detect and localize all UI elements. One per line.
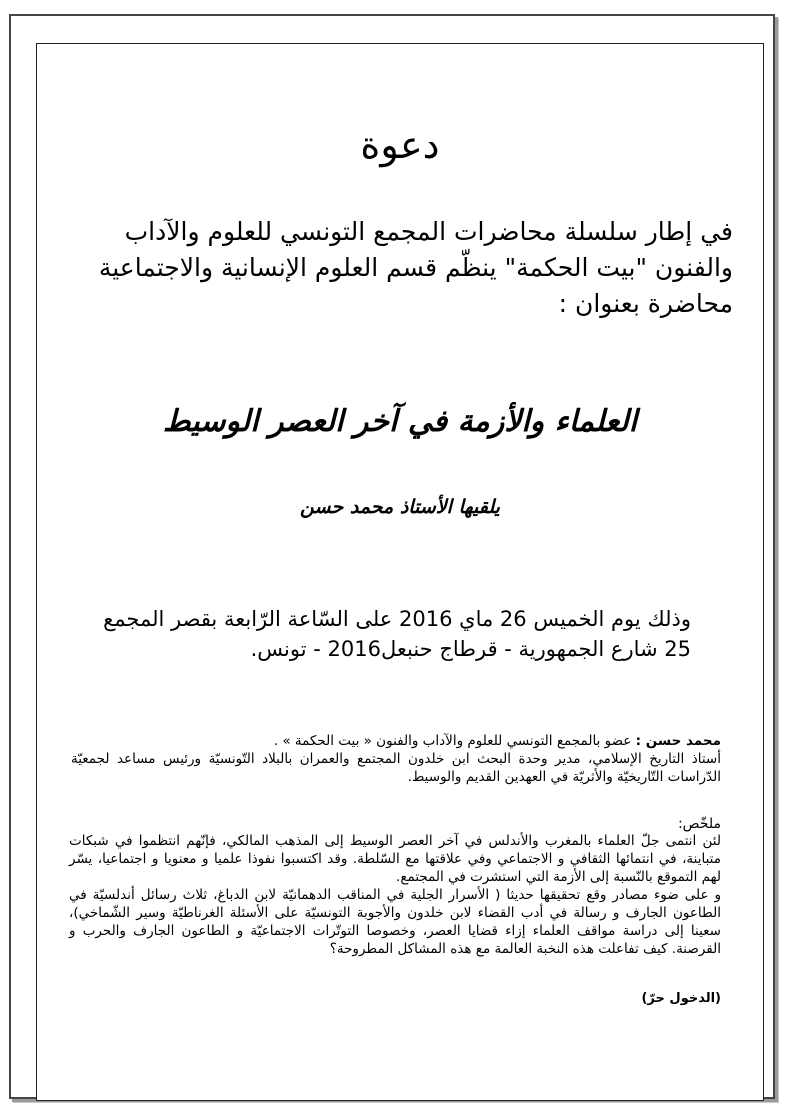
page-border [9,14,775,1099]
lecture-title: العلماء والأزمة في آخر العصر الوسيط [162,404,638,439]
bio-first-line [71,732,721,750]
inner-border [36,43,764,1101]
bio-membership: عضو بالمجمع التونسي للعلوم والآداب والفنون « بيت الحكمة » . [273,733,636,749]
invitation-content [37,44,763,1100]
intro-paragraph: في إطار سلسلة محاضرات المجمع التونسي للعلوم والآداب والفنون "بيت الحكمة" ينظّم قسم العلوم الإنسانية والاجتماعية محاضرة بعنوان : [98,217,733,318]
summary-paragraph-2: و على ضوء مصادر وقع تحقيقها حديثا ( الأسرار الجلية في المناقب الدهمانيّة لابن الدباغ، ثلاث رسائل أندلسيّة في الطاعون الجارف و رسالة في أدب القضاء لابن خلدون والأجوبة التونسيّة على الأسئلة الغرناطيّة وسير الشّماخي)، سعينا إلى دراسة مواقف العلماء إزاء قضايا العصر، وخصوصا التوتّرات الاجتماعيّة و الطاعون الجارف والحرب و القرصنة. كيف تفاعلت هذه النخبة العالمة مع هذه المشاكل المطروحة؟ [69,887,721,957]
schedule-paragraph: وذلك يوم الخميس 26 ماي 2016 على السّاعة الرّابعة بقصر المجمع 25 شارع الجمهورية - قرطاج حنبعل2016 - تونس. [103,607,691,661]
summary-paragraph-1: لئن انتمى جلّ العلماء بالمغرب والأندلس في آخر العصر الوسيط إلى المذهب المالكي، فإنّهم انتظموا في شبكات متباينة، في انتمائها الثقافي و الاجتماعي وفي علاقتها مع السّلطة. وقد اكتسبوا نفوذا علميا و معنويا و اجتماعيا، يسّر لهم التموقع بالنّسبة إلى الأزمة التي استشرت في المجتمع. [69,833,721,885]
speaker-name: محمد حسن : [635,733,721,749]
entry-note: (الدخول حرّ) [641,991,721,1006]
speaker-line: يلقيها الأستاذ محمد حسن [300,496,500,518]
summary-text [69,832,721,958]
speaker-bio [71,732,721,786]
summary-label: ملخّص: [677,816,721,832]
bio-position: أستاذ التاريخ الإسلامي، مدير وحدة البحث ابن خلدون المجتمع والعمران بالبلاد التّونسيّة ورئيس مساعد لجمعيّة الدّراسات التّاريخيّة والأثريّة في العهدين القديم والوسيط. [71,751,721,785]
invitation-title: دعوة [360,123,440,167]
